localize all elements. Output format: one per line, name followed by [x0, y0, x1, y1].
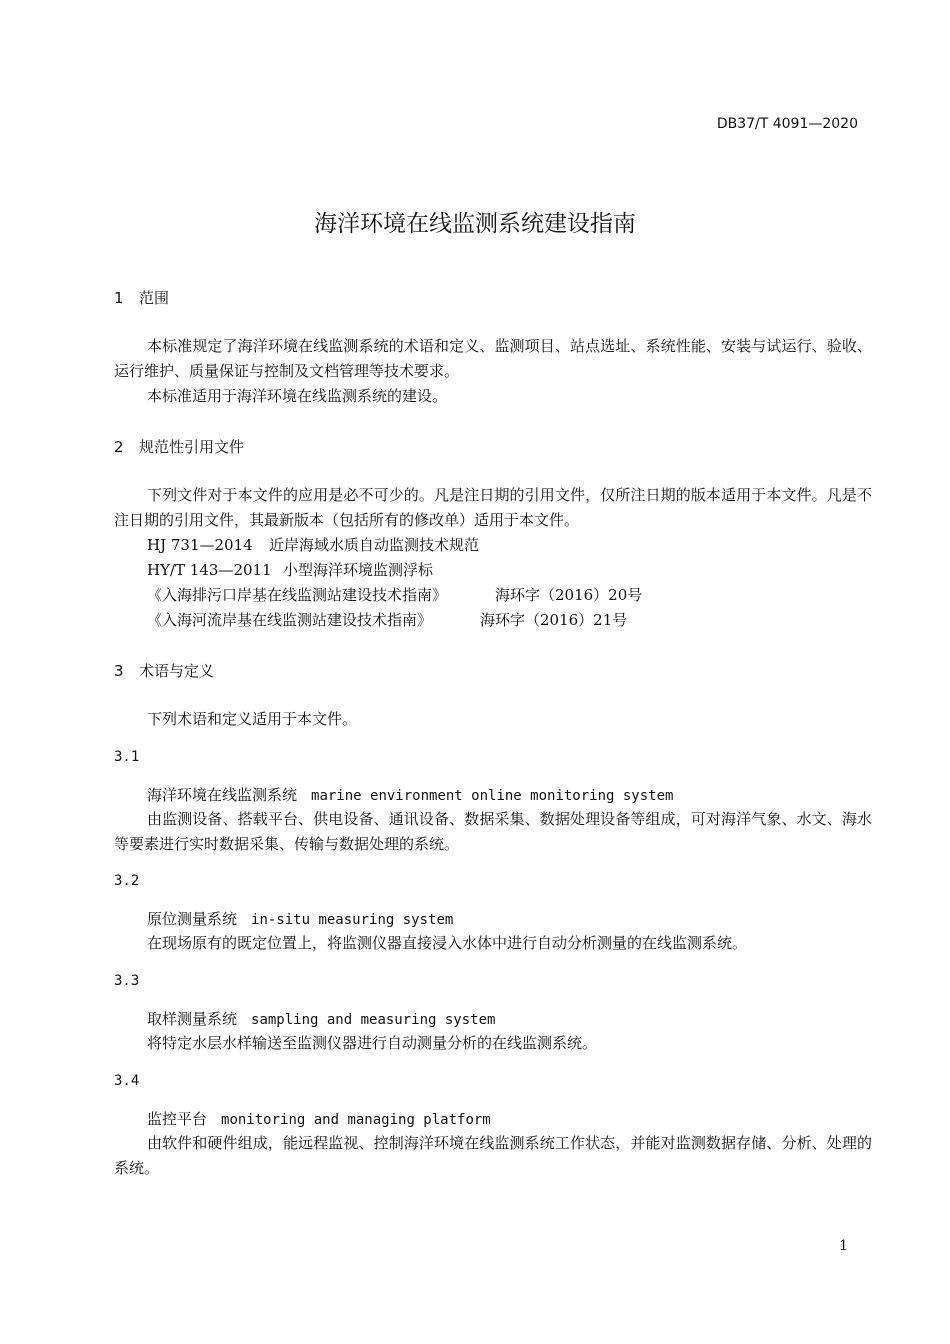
term-chinese: 取样测量系统 — [147, 1010, 238, 1028]
reference-title: 近岸海域水质自动监测技术规范 — [269, 536, 480, 554]
reference-title: 小型海洋环境监测浮标 — [283, 561, 434, 579]
reference-code: 《入海排污口岸基在线监测站建设技术指南》 — [147, 586, 448, 604]
term-definition: 在现场原有的既定位置上，将监测仪器直接浸入水体中进行自动分析测量的在线监测系统。 — [147, 934, 748, 952]
clause-number: 3.1 — [114, 749, 140, 765]
reference-item — [147, 558, 433, 583]
section-title: 术语与定义 — [139, 662, 215, 680]
section-2-heading — [114, 436, 244, 457]
term-definition: 将特定水层水样输送至监测仪器进行自动测量分析的在线监测系统。 — [147, 1034, 598, 1052]
reference-item — [147, 583, 642, 608]
reference-code: HY/T 143—2011 — [147, 561, 272, 579]
scope-paragraph-1: 本标准规定了海洋环境在线监测系统的术语和定义、监测项目、站点选址、系统性能、安装与试运行、验收、运行维护、质量保证与控制及文档管理等技术要求。 — [114, 337, 872, 380]
clause-number: 3.4 — [114, 1073, 140, 1089]
term-entry — [147, 908, 453, 929]
term-english: marine environment online monitoring system — [311, 788, 674, 804]
term-chinese: 原位测量系统 — [147, 910, 238, 928]
term-entry — [147, 784, 673, 805]
term-entry — [147, 1008, 495, 1029]
page-number: 1 — [839, 1238, 848, 1254]
scope-paragraph-2: 本标准适用于海洋环境在线监测系统的建设。 — [147, 387, 448, 405]
term-chinese: 海洋环境在线监测系统 — [147, 786, 298, 804]
page-title: 海洋环境在线监测系统建设指南 — [314, 211, 636, 237]
term-entry — [147, 1108, 491, 1129]
clause-number: 3.3 — [114, 973, 140, 989]
normative-refs-intro: 下列文件对于本文件的应用是必不可少的。凡是注日期的引用文件，仅所注日期的版本适用于本文件。凡是不注日期的引用文件，其最新版本（包括所有的修改单）适用于本文件。 — [114, 486, 872, 529]
section-number: 2 — [114, 438, 124, 456]
clause-number: 3.2 — [114, 873, 140, 889]
terms-intro: 下列术语和定义适用于本文件。 — [147, 710, 358, 728]
reference-item — [147, 608, 627, 633]
section-3-heading — [114, 660, 214, 681]
section-title: 规范性引用文件 — [139, 438, 245, 456]
reference-title: 海环字（2016）20号 — [495, 586, 643, 604]
reference-item — [147, 533, 479, 558]
term-english: monitoring and managing platform — [221, 1112, 491, 1128]
term-english: sampling and measuring system — [251, 1012, 496, 1028]
document-number: DB37/T 4091—2020 — [716, 116, 858, 132]
section-number: 3 — [114, 662, 124, 680]
section-1-heading — [114, 287, 169, 308]
reference-code: HJ 731—2014 — [147, 536, 253, 554]
term-english: in-situ measuring system — [251, 912, 454, 928]
reference-code: 《入海河流岸基在线监测站建设技术指南》 — [147, 611, 433, 629]
section-title: 范围 — [139, 289, 170, 307]
term-definition: 由监测设备、搭载平台、供电设备、通讯设备、数据采集、数据处理设备等组成，可对海洋气象、水文、海水等要素进行实时数据采集、传输与数据处理的系统。 — [114, 810, 872, 853]
term-chinese: 监控平台 — [147, 1110, 208, 1128]
section-number: 1 — [114, 289, 124, 307]
reference-title: 海环字（2016）21号 — [480, 611, 628, 629]
term-definition: 由软件和硬件组成，能远程监视、控制海洋环境在线监测系统工作状态，并能对监测数据存储、分析、处理的系统。 — [114, 1134, 872, 1177]
